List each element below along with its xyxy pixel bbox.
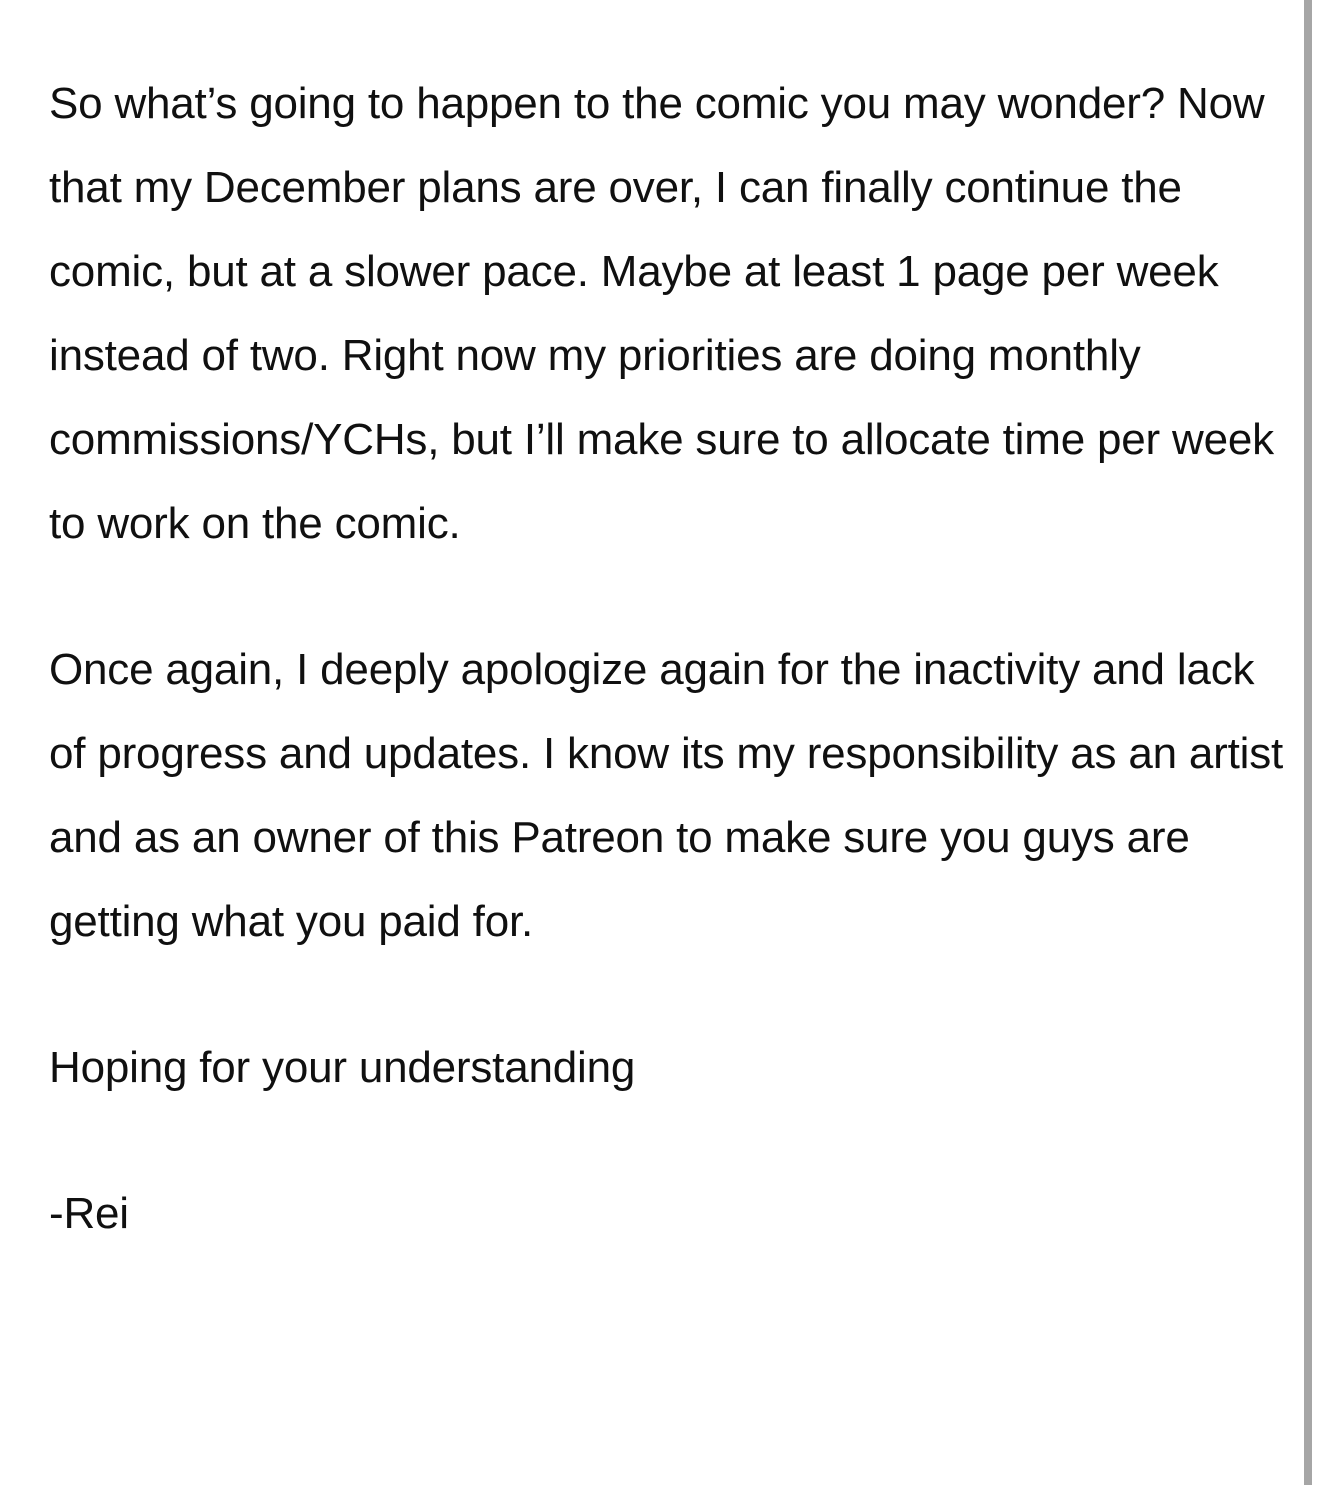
scrollbar-thumb[interactable]: [1304, 0, 1312, 1485]
vertical-scrollbar[interactable]: [1300, 0, 1320, 1485]
post-body: [49, 62, 1284, 1256]
signature: -Rei: [49, 1189, 129, 1238]
paragraph-apology: Once again, I deeply apologize again for the inactivity and lack of progress and updates. I know its my responsibility as an artist and as an owner of this Patreon to make sure you guys are getting what you paid for.: [49, 645, 1284, 946]
paragraph-closing: Hoping for your understanding: [49, 1043, 636, 1092]
paragraph-comic-plans: So what’s going to happen to the comic you may wonder? Now that my December plans are over, I can finally continue the comic, but at a slower pace. Maybe at least 1 page per week instead of two. Right now my priorities are doing monthly commissions/YCHs, but I’ll make sure to allocate time per week to work on the comic.: [49, 79, 1274, 548]
